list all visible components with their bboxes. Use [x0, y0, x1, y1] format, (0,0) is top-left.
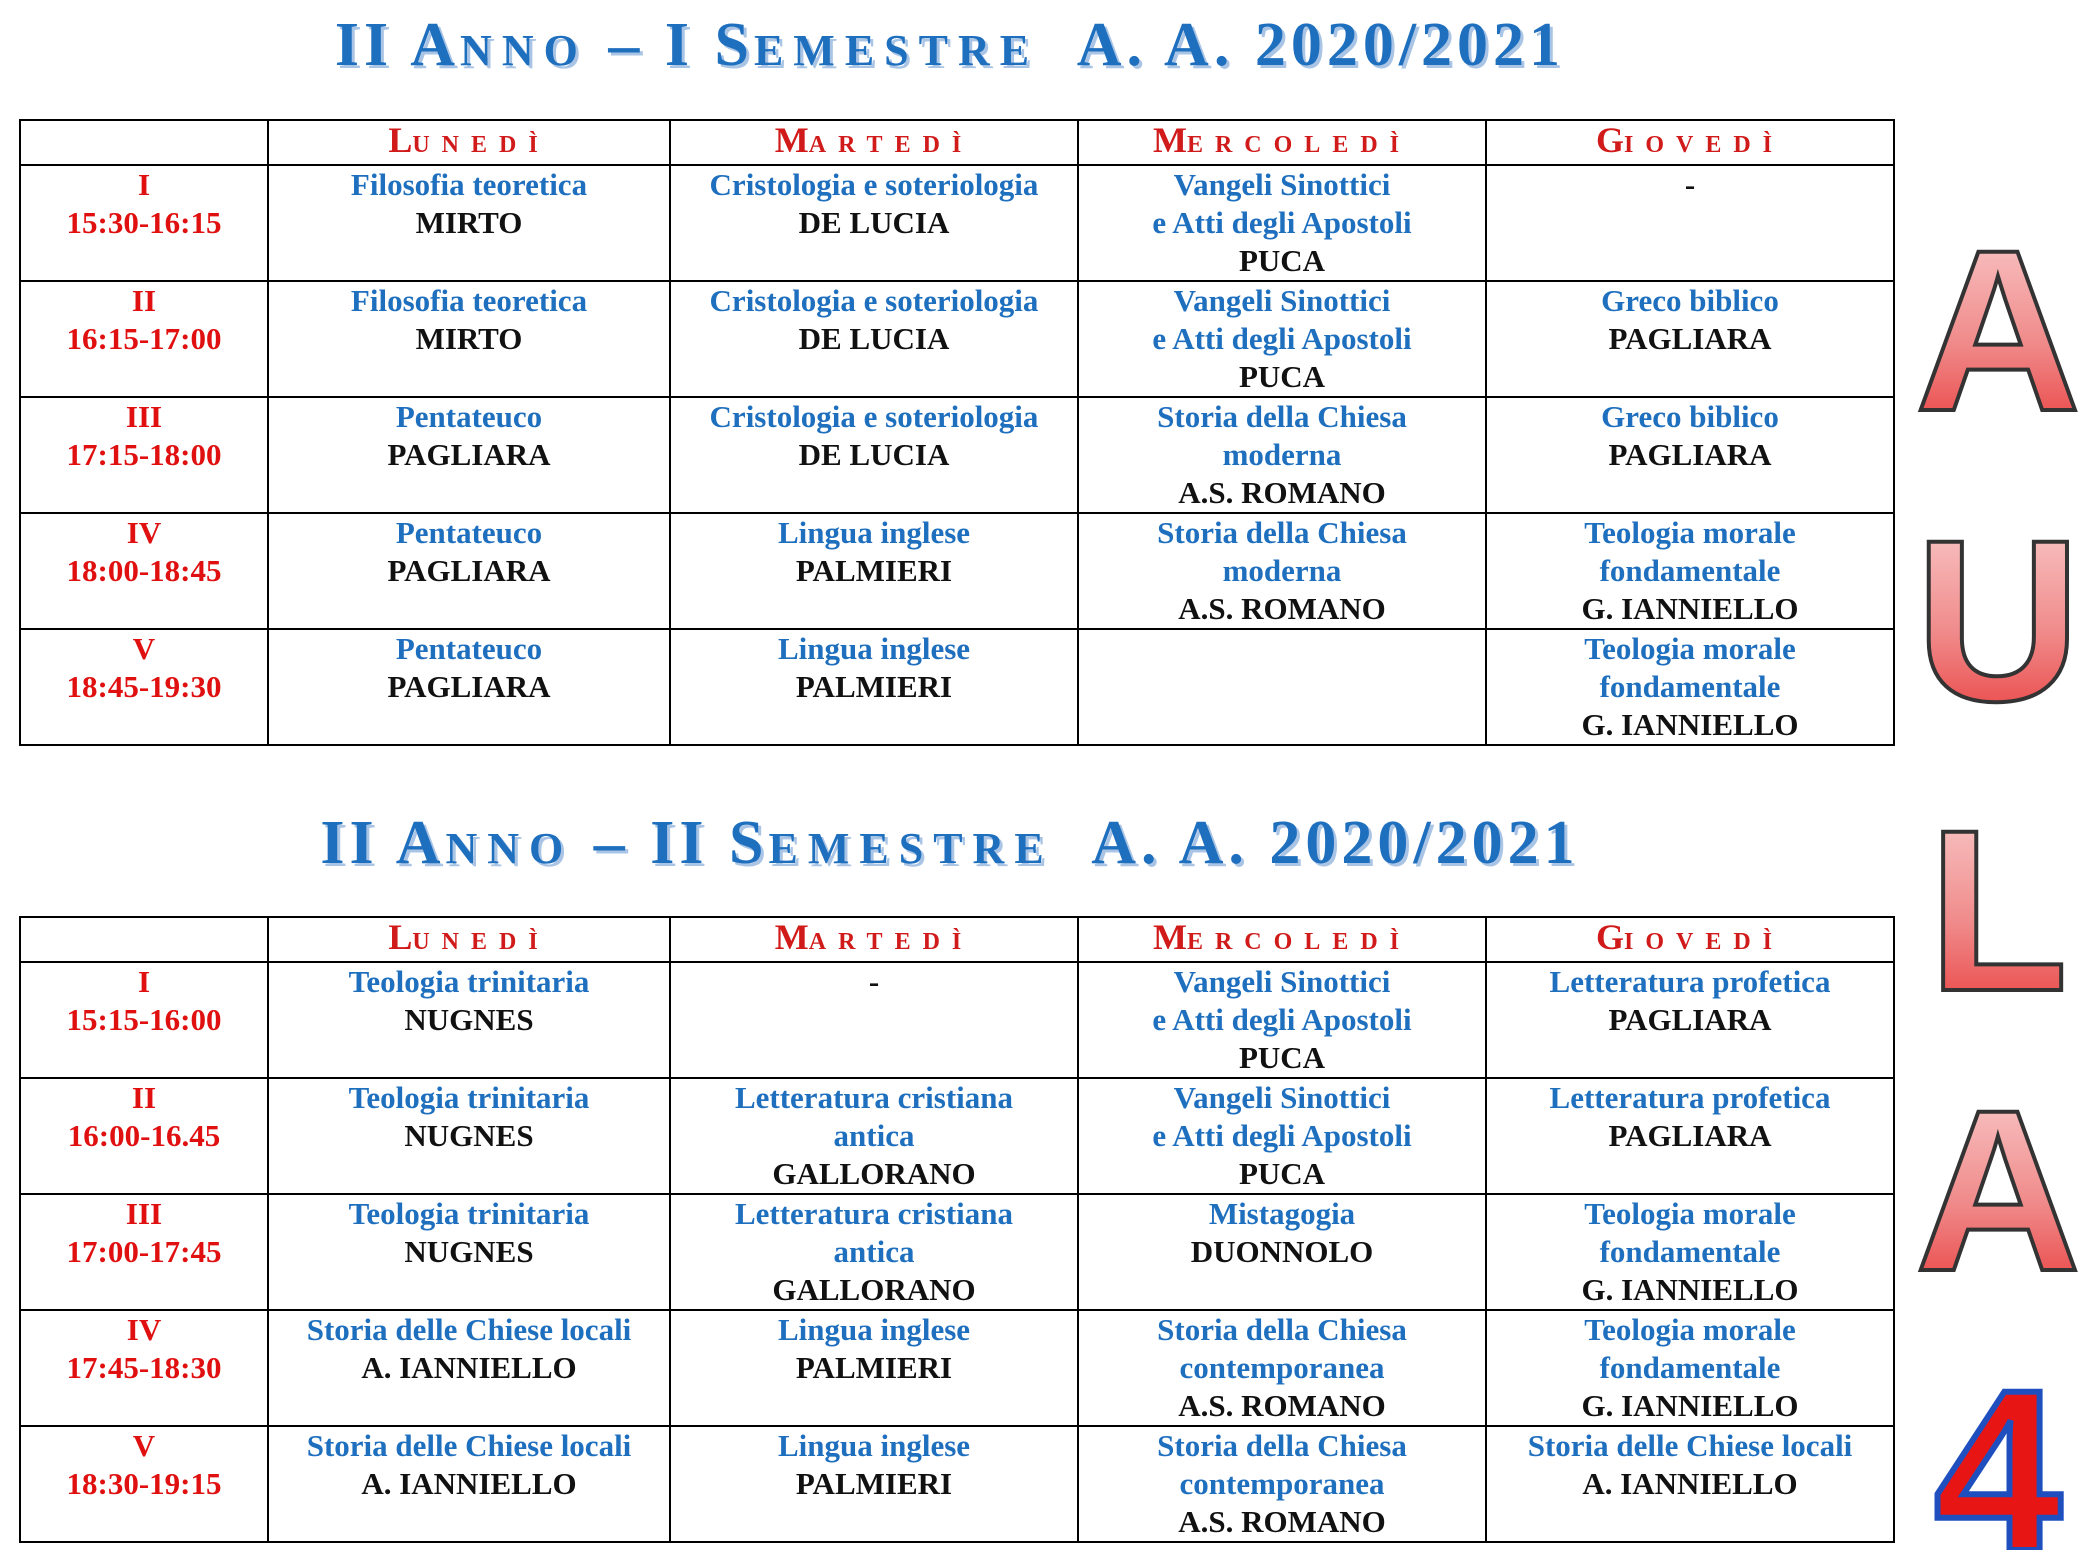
- time-slot: [20, 1426, 268, 1542]
- header-row: [20, 120, 1894, 165]
- lesson-cell: [268, 629, 670, 745]
- table-row: [20, 1310, 1894, 1426]
- subject-name: Teologia trinitaria: [348, 1196, 590, 1231]
- time-slot: [20, 1078, 268, 1194]
- day-initial: G: [1595, 120, 1624, 160]
- subject-name: Teologia trinitaria: [348, 1080, 590, 1115]
- lesson-cell: [1078, 1194, 1486, 1310]
- subject-name: Cristologia e soteriologia: [709, 399, 1039, 434]
- subject-name-line2: moderna: [1222, 553, 1342, 588]
- teacher-name: PAGLIARA: [1608, 1118, 1772, 1153]
- subject-name: Teologia morale: [1584, 1196, 1796, 1231]
- day-header: [1486, 917, 1894, 962]
- table-row: [20, 962, 1894, 1078]
- subject-name: Letteratura profetica: [1549, 1080, 1831, 1115]
- subject-name: Pentateuco: [395, 631, 543, 666]
- table-row: [20, 629, 1894, 745]
- subject-name: Mistagogia: [1208, 1196, 1356, 1231]
- teacher-name: PAGLIARA: [387, 437, 551, 472]
- subject-name-line2: fondamentale: [1599, 1234, 1781, 1269]
- semester-1-timetable: [19, 119, 1895, 746]
- day-initial: M: [1152, 917, 1187, 957]
- subject-name: Vangeli Sinottici: [1173, 1080, 1391, 1115]
- day-header: [268, 120, 670, 165]
- teacher-name: MIRTO: [415, 321, 523, 356]
- day-header: [1486, 120, 1894, 165]
- lesson-cell: [670, 513, 1078, 629]
- subject-name: Storia delle Chiese locali: [306, 1428, 632, 1463]
- teacher-name: NUGNES: [404, 1118, 534, 1153]
- day-header: [670, 917, 1078, 962]
- lesson-cell: [1486, 1426, 1894, 1542]
- subject-name-line2: contemporanea: [1179, 1350, 1385, 1385]
- teacher-name: PUCA: [1238, 1040, 1326, 1075]
- lesson-cell: [1078, 165, 1486, 281]
- subject-name: Greco biblico: [1601, 399, 1779, 434]
- empty-dash: -: [868, 964, 880, 999]
- subject-name: Storia della Chiesa: [1157, 399, 1407, 434]
- time-slot: [20, 281, 268, 397]
- teacher-name: A. IANNIELLO: [1582, 1466, 1798, 1501]
- slot-time: 17:00-17:45: [66, 1234, 222, 1269]
- subject-name: Vangeli Sinottici: [1173, 283, 1391, 318]
- table-row: [20, 1194, 1894, 1310]
- time-slot: [20, 962, 268, 1078]
- lesson-cell: [1486, 165, 1894, 281]
- day-rest: ARTEDÌ: [808, 132, 974, 158]
- lesson-cell: [1078, 1078, 1486, 1194]
- subject-name: Lingua inglese: [777, 1428, 971, 1463]
- slot-number: II: [131, 1080, 157, 1115]
- semester-1-title: II ANNO – I SEMESTRE A. A. 2020/2021: [334, 11, 1566, 79]
- teacher-name: PALMIERI: [795, 553, 953, 588]
- subject-name: Letteratura profetica: [1549, 964, 1831, 999]
- header-row: [20, 917, 1894, 962]
- lesson-cell: [1486, 513, 1894, 629]
- lesson-cell: [1078, 281, 1486, 397]
- teacher-name: G. IANNIELLO: [1581, 1272, 1799, 1307]
- teacher-name: GALLORANO: [772, 1156, 976, 1191]
- subject-name-line2: e Atti degli Apostoli: [1152, 1002, 1412, 1037]
- day-header: [1078, 917, 1486, 962]
- subject-name: Filosofia teoretica: [350, 167, 588, 202]
- slot-number: III: [125, 1196, 163, 1231]
- day-rest: ERCOLEDÌ: [1186, 929, 1411, 955]
- teacher-name: A.S. ROMANO: [1178, 475, 1386, 510]
- slot-time: 18:45-19:30: [66, 669, 222, 704]
- slot-time: 15:15-16:00: [66, 1002, 222, 1037]
- subject-name: Filosofia teoretica: [350, 283, 588, 318]
- slot-time: 18:00-18:45: [66, 553, 222, 588]
- lesson-cell: [1078, 1426, 1486, 1542]
- time-slot: [20, 1194, 268, 1310]
- subject-name: Teologia trinitaria: [348, 964, 590, 999]
- teacher-name: DE LUCIA: [798, 321, 950, 356]
- lesson-cell: [1486, 1194, 1894, 1310]
- lesson-cell: [268, 962, 670, 1078]
- subject-name: Letteratura cristiana: [734, 1196, 1014, 1231]
- table-row: [20, 165, 1894, 281]
- corner-cell: [20, 120, 268, 165]
- empty-dash: -: [1684, 167, 1696, 202]
- lesson-cell: [1486, 629, 1894, 745]
- lesson-cell: [1078, 1310, 1486, 1426]
- subject-name-line2: antica: [833, 1234, 915, 1269]
- teacher-name: NUGNES: [404, 1234, 534, 1269]
- subject-name: Lingua inglese: [777, 631, 971, 666]
- lesson-cell: [1078, 629, 1486, 745]
- subject-name-line2: antica: [833, 1118, 915, 1153]
- time-slot: [20, 629, 268, 745]
- aula-letter-a: A: [1914, 202, 2082, 459]
- aula-4-label: [1910, 110, 2090, 1550]
- slot-time: 17:15-18:00: [66, 437, 222, 472]
- lesson-cell: [670, 1078, 1078, 1194]
- teacher-name: PAGLIARA: [1608, 437, 1772, 472]
- subject-name: Storia della Chiesa: [1157, 1312, 1407, 1347]
- lesson-cell: [268, 1310, 670, 1426]
- day-header: [670, 120, 1078, 165]
- subject-name: Teologia morale: [1584, 515, 1796, 550]
- slot-number: I: [137, 167, 151, 202]
- subject-name-line2: e Atti degli Apostoli: [1152, 321, 1412, 356]
- slot-number: V: [132, 631, 156, 666]
- slot-time: 16:00-16.45: [67, 1118, 221, 1153]
- teacher-name: A.S. ROMANO: [1178, 591, 1386, 626]
- time-slot: [20, 513, 268, 629]
- teacher-name: PUCA: [1238, 359, 1326, 394]
- teacher-name: PALMIERI: [795, 1466, 953, 1501]
- subject-name: Lingua inglese: [777, 515, 971, 550]
- table-row: [20, 1078, 1894, 1194]
- slot-number: IV: [126, 1312, 162, 1347]
- lesson-cell: [268, 397, 670, 513]
- teacher-name: PALMIERI: [795, 1350, 953, 1385]
- lesson-cell: [268, 165, 670, 281]
- subject-name-line2: fondamentale: [1599, 1350, 1781, 1385]
- subject-name-line2: contemporanea: [1179, 1466, 1385, 1501]
- teacher-name: A. IANNIELLO: [361, 1466, 577, 1501]
- teacher-name: PUCA: [1238, 1156, 1326, 1191]
- teacher-name: A.S. ROMANO: [1178, 1388, 1386, 1423]
- lesson-cell: [1486, 281, 1894, 397]
- subject-name: Storia della Chiesa: [1157, 515, 1407, 550]
- slot-time: 16:15-17:00: [66, 321, 222, 356]
- lesson-cell: [670, 281, 1078, 397]
- teacher-name: NUGNES: [404, 1002, 534, 1037]
- subject-name: Cristologia e soteriologia: [709, 167, 1039, 202]
- slot-number: I: [137, 964, 151, 999]
- subject-name: Vangeli Sinottici: [1173, 167, 1391, 202]
- teacher-name: MIRTO: [415, 205, 523, 240]
- day-rest: IOVEDÌ: [1623, 929, 1785, 955]
- time-slot: [20, 165, 268, 281]
- day-rest: UNEDÌ: [412, 132, 550, 158]
- lesson-cell: [670, 397, 1078, 513]
- teacher-name: PAGLIARA: [387, 553, 551, 588]
- subject-name: Storia delle Chiese locali: [306, 1312, 632, 1347]
- slot-number: V: [132, 1428, 156, 1463]
- corner-cell: [20, 917, 268, 962]
- lesson-cell: [670, 962, 1078, 1078]
- subject-name-line2: moderna: [1222, 437, 1342, 472]
- lesson-cell: [268, 281, 670, 397]
- day-rest: ERCOLEDÌ: [1186, 132, 1411, 158]
- subject-name-line2: e Atti degli Apostoli: [1152, 1118, 1412, 1153]
- lesson-cell: [1078, 513, 1486, 629]
- teacher-name: PAGLIARA: [1608, 321, 1772, 356]
- subject-name: Cristologia e soteriologia: [709, 283, 1039, 318]
- teacher-name: DE LUCIA: [798, 205, 950, 240]
- table-row: [20, 513, 1894, 629]
- teacher-name: A. IANNIELLO: [361, 1350, 577, 1385]
- teacher-name: A.S. ROMANO: [1178, 1504, 1386, 1539]
- aula-letter-a2: A: [1914, 1062, 2082, 1319]
- aula-letter-l: L: [1927, 782, 2069, 1039]
- lesson-cell: [670, 1194, 1078, 1310]
- teacher-name: PAGLIARA: [1608, 1002, 1772, 1037]
- slot-time: 15:30-16:15: [66, 205, 222, 240]
- teacher-name: DE LUCIA: [798, 437, 950, 472]
- lesson-cell: [670, 1426, 1078, 1542]
- day-initial: L: [388, 917, 413, 957]
- subject-name: Storia della Chiesa: [1157, 1428, 1407, 1463]
- subject-name-line2: e Atti degli Apostoli: [1152, 205, 1412, 240]
- semester-2-timetable: [19, 916, 1895, 1543]
- subject-name: Letteratura cristiana: [734, 1080, 1014, 1115]
- lesson-cell: [1486, 397, 1894, 513]
- lesson-cell: [268, 1426, 670, 1542]
- teacher-name: PAGLIARA: [387, 669, 551, 704]
- teacher-name: GALLORANO: [772, 1272, 976, 1307]
- lesson-cell: [1078, 962, 1486, 1078]
- subject-name-line2: fondamentale: [1599, 669, 1781, 704]
- teacher-name: DUONNOLO: [1190, 1234, 1374, 1269]
- slot-number: II: [131, 283, 157, 318]
- aula-number-4: 4: [1934, 1342, 2062, 1550]
- day-rest: ARTEDÌ: [808, 929, 974, 955]
- lesson-cell: [1486, 962, 1894, 1078]
- teacher-name: G. IANNIELLO: [1581, 591, 1799, 626]
- subject-name: Greco biblico: [1601, 283, 1779, 318]
- lesson-cell: [1486, 1310, 1894, 1426]
- table-row: [20, 397, 1894, 513]
- slot-number: IV: [126, 515, 162, 550]
- day-initial: M: [774, 917, 809, 957]
- semester-2-title: II ANNO – II SEMESTRE A. A. 2020/2021: [320, 809, 1580, 877]
- teacher-name: PUCA: [1238, 243, 1326, 278]
- aula-letter-u: U: [1914, 492, 2082, 749]
- lesson-cell: [268, 1078, 670, 1194]
- subject-name: Teologia morale: [1584, 1312, 1796, 1347]
- time-slot: [20, 397, 268, 513]
- subject-name: Teologia morale: [1584, 631, 1796, 666]
- lesson-cell: [670, 629, 1078, 745]
- table-row: [20, 281, 1894, 397]
- day-initial: L: [388, 120, 413, 160]
- day-header: [1078, 120, 1486, 165]
- lesson-cell: [670, 1310, 1078, 1426]
- day-rest: IOVEDÌ: [1623, 132, 1785, 158]
- day-initial: G: [1595, 917, 1624, 957]
- teacher-name: G. IANNIELLO: [1581, 1388, 1799, 1423]
- lesson-cell: [1486, 1078, 1894, 1194]
- day-initial: M: [1152, 120, 1187, 160]
- teacher-name: PALMIERI: [795, 669, 953, 704]
- lesson-cell: [268, 513, 670, 629]
- slot-time: 18:30-19:15: [66, 1466, 222, 1501]
- subject-name: Vangeli Sinottici: [1173, 964, 1391, 999]
- slot-number: III: [125, 399, 163, 434]
- table-row: [20, 1426, 1894, 1542]
- subject-name: Lingua inglese: [777, 1312, 971, 1347]
- subject-name: Pentateuco: [395, 399, 543, 434]
- teacher-name: G. IANNIELLO: [1581, 707, 1799, 742]
- slot-time: 17:45-18:30: [66, 1350, 222, 1385]
- day-initial: M: [774, 120, 809, 160]
- time-slot: [20, 1310, 268, 1426]
- subject-name: Storia delle Chiese locali: [1527, 1428, 1853, 1463]
- day-header: [268, 917, 670, 962]
- lesson-cell: [268, 1194, 670, 1310]
- lesson-cell: [1078, 397, 1486, 513]
- day-rest: UNEDÌ: [412, 929, 550, 955]
- lesson-cell: [670, 165, 1078, 281]
- subject-name-line2: fondamentale: [1599, 553, 1781, 588]
- subject-name: Pentateuco: [395, 515, 543, 550]
